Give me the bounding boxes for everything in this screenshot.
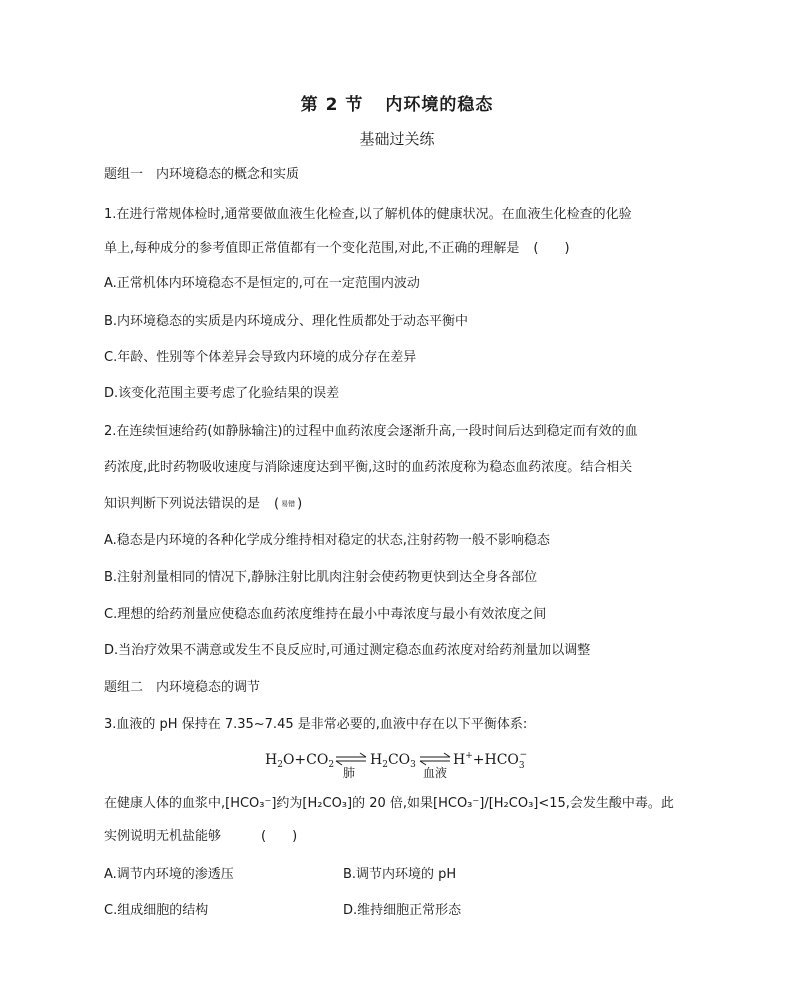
q2-stem-line1: 2.在连续恒速给药(如静脉输注)的过程中血药浓度会逐渐升高,一段时间后达到稳定而有效的血 bbox=[104, 424, 638, 439]
q3-option-c: C.组成细胞的结构 bbox=[104, 903, 209, 918]
eq-label-lung: 肺 bbox=[343, 766, 356, 780]
page-subtitle: 基础过关练 bbox=[359, 130, 435, 148]
q3-option-d: D.维持细胞正常形态 bbox=[343, 903, 462, 918]
q2-paren-close: ) bbox=[297, 496, 303, 512]
q2-option-a: A.稳态是内环境的各种化学成分维持相对稳定的状态,注射药物一般不影响稳态 bbox=[104, 533, 550, 548]
q3-text-line1: 在健康人体的血浆中,[HCO₃⁻]约为[H₂CO₃]的 20 倍,如果[HCO₃⁻]/[H₂CO₃]<15,会发生酸中毒。此 bbox=[104, 796, 674, 811]
q2-stem-line2: 药浓度,此时药物吸收速度与消除速度达到平衡,这时的血药浓度称为稳态血药浓度。结合相关 bbox=[104, 460, 633, 475]
q2-paren-open: ( bbox=[274, 496, 280, 512]
q1-option-b: B.内环境稳态的实质是内环境成分、理化性质都处于动态平衡中 bbox=[104, 314, 469, 329]
eq-reversible-arrow-2 bbox=[420, 753, 450, 765]
q2-stem-line3 bbox=[104, 495, 302, 514]
q3-text-line2 bbox=[104, 828, 297, 846]
q2-stem-line3-text: 知识判断下列说法错误的是 bbox=[104, 496, 261, 512]
q1-stem-line2 bbox=[104, 240, 570, 258]
eq-reversible-arrow-1 bbox=[336, 753, 366, 765]
q3-option-b: B.调节内环境的 pH bbox=[343, 867, 457, 882]
eq-h2o-co2: $H_2O+CO_2$ bbox=[265, 752, 335, 770]
q2-option-c: C.理想的给药剂量应使稳态血药浓度维持在最小中毒浓度与最小有效浓度之间 bbox=[104, 607, 547, 622]
q1-answer-paren: ( ) bbox=[533, 241, 570, 256]
eq-label-blood: 血液 bbox=[423, 766, 448, 780]
q2-answer-paren bbox=[274, 495, 302, 514]
q1-option-c: C.年龄、性别等个体差异会导致内环境的成分存在差异 bbox=[104, 350, 417, 365]
equilibrium-equation bbox=[0, 744, 794, 784]
q3-text-line2-text: 实例说明无机盐能够 bbox=[104, 829, 222, 844]
q2-option-b: B.注射剂量相同的情况下,静脉注射比肌肉注射会使药物更快到达全身各部位 bbox=[104, 570, 538, 585]
q2-option-d: D.当治疗效果不满意或发生不良反应时,可通过测定稳态血药浓度对给药剂量加以调整 bbox=[104, 643, 591, 658]
q2-tag: 易错 bbox=[281, 500, 296, 508]
q1-option-a: A.正常机体内环境稳态不是恒定的,可在一定范围内波动 bbox=[104, 276, 420, 291]
group2-heading: 题组二 内环境稳态的调节 bbox=[104, 680, 261, 695]
q3-stem: 3.血液的 pH 保持在 7.35~7.45 是非常必要的,血液中存在以下平衡体系: bbox=[104, 717, 528, 732]
q1-option-d: D.该变化范围主要考虑了化验结果的误差 bbox=[104, 386, 340, 401]
q1-stem-line2-text: 单上,每种成分的参考值即正常值都有一个变化范围,对此,不正确的理解是 bbox=[104, 241, 520, 256]
page-title bbox=[0, 90, 794, 115]
q3-answer-paren: ( ) bbox=[261, 829, 298, 844]
section-title: 内环境的稳态 bbox=[385, 95, 494, 115]
q1-stem-line1: 1.在进行常规体检时,通常要做血液生化检查,以了解机体的健康状况。在血液生化检查的化验 bbox=[104, 207, 632, 222]
eq-hplus-hco3: $H^++HCO_3-$ bbox=[453, 750, 528, 771]
eq-h2co3: $H_2CO_3$ bbox=[370, 752, 416, 770]
group1-heading: 题组一 内环境稳态的概念和实质 bbox=[104, 167, 300, 182]
q3-option-a: A.调节内环境的渗透压 bbox=[104, 867, 234, 882]
section-number: 第 2 节 bbox=[300, 95, 364, 115]
